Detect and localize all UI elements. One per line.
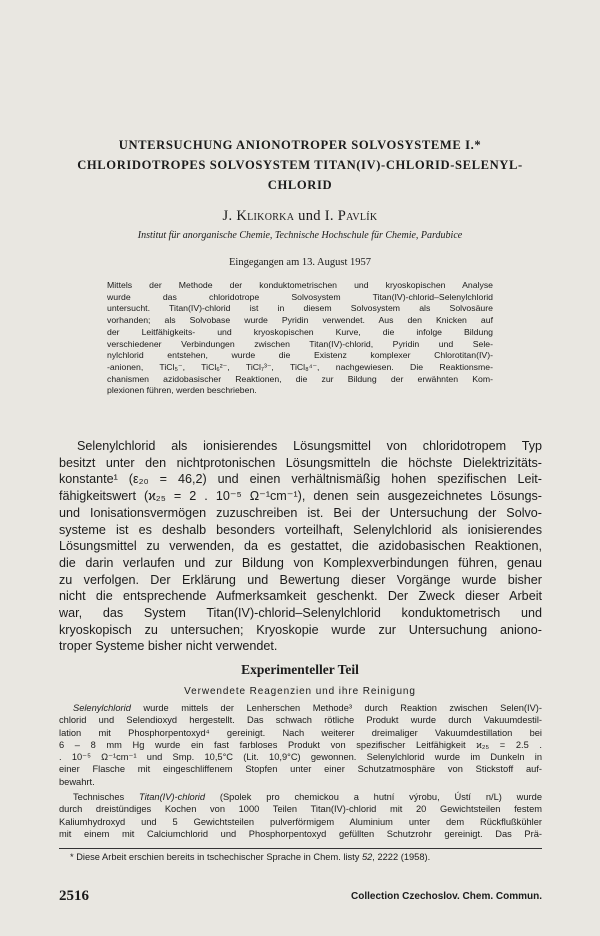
paragraph-line: mit einem mit Calciumchlorid und Phosphorpentoxyd gefüllten Schutzrohr gereinigt. Das Prä- <box>59 828 542 839</box>
intro-line: zu verfolgen. Der Erklärung und Bewertung dieser Vorgänge wurde bisher <box>59 572 542 587</box>
abstract-line: plexionen führen, werden beschrieben. <box>107 385 257 396</box>
paragraph-line <box>59 791 542 803</box>
author-1-initial: J. <box>222 208 233 224</box>
intro-line: fähigkeitswert (ϰ₂₅ = 2 . 10⁻⁵ Ω⁻¹cm⁻¹), denen sein ausgezeichnetes Lösungs- <box>59 489 542 504</box>
abstract-line: wurde das chloridotrope Solvosystem Titan(IV)-chlorid–Selenylchlorid <box>107 291 493 302</box>
abstract-line: verschiedener Verbindungen zwischen Titan(IV)-chlorid, Pyridin und Sele- <box>107 338 493 349</box>
received-date: Eingegangen am 13. August 1957 <box>228 257 372 268</box>
institute: Institut für anorganische Chemie, Technische Hochschule für Chemie, Pardubice <box>137 230 463 241</box>
section-heading: Experimenteller Teil <box>241 662 359 677</box>
intro-line: nicht die entsprechende Aufmerksamkeit geschenkt. Der Zweck dieser Arbeit <box>59 589 542 604</box>
paragraph-line: einer Flasche mit eingeschliffenem Stopfen unter einer Schutzatmosphäre von Stickstoff auf- <box>59 764 542 775</box>
authors <box>0 208 600 225</box>
paragraph-lead-term: Selenylchlorid <box>73 703 131 713</box>
paragraph-lead-term: Titan(IV)-chlorid <box>138 792 206 802</box>
abstract-line: der Leitfähigkeits- und kryoskopischen Kurve, die infolge Bildung <box>107 326 493 337</box>
page-number: 2516 <box>59 888 89 904</box>
author-2-initial: I. <box>324 208 334 224</box>
paragraph-line: chlorid und Selendioxyd hergestellt. Das schwach rötliche Produkt wurde durch Vakuumdestil- <box>59 715 542 726</box>
article-title <box>60 135 540 195</box>
intro-line: Lösungsmittel zu verwenden, da es gestattet, die azidobasischen Reaktionen, <box>59 539 542 554</box>
paragraph-line: lation mit Phosphorpentoxyd⁴ gereinigt. Nach weiterer dreimaliger Vakuumdestillation bei <box>59 727 542 738</box>
paragraph-line: durch dreistündiges Kochen von 1000 Teilen Titan(IV)-chlorid mit 20 Gewichtsteilen festem <box>59 804 542 815</box>
intro-line: und Ionisationsvermögen zuzuschreiben ist. Bei der Untersuchung der Solvo- <box>59 505 542 520</box>
intro-line: systeme ist es deshalb besonders vorteilhaft, Selenylchlorid als ionisierendes <box>59 522 542 537</box>
introduction <box>59 438 542 655</box>
abstract-line: untersucht. Titan(IV)-chlorid ist in diesem Solvosystem als Solvosäure <box>107 303 493 314</box>
paragraph-line: . 10⁻⁵ Ω⁻¹cm⁻¹ und Smp. 10,5°C (Lit. 10,9°C) gewonnen. Selenylchlorid wurde im Dunkeln in <box>59 752 542 763</box>
footnote-citation: , 2222 (1958). <box>372 852 431 862</box>
paragraph-lead-text: wurde mittels der Lenherschen Methode³ durch Reaktion zwischen Selen(IV)- <box>130 703 542 713</box>
footnote <box>70 852 540 862</box>
intro-line: Selenylchlorid als ionisierendes Lösungsmittel von chloridotropem Typ <box>77 439 542 453</box>
abstract-line: Mittels der Methode der konduktometrischen und kryoskopischen Analyse <box>107 280 493 290</box>
paragraph-lead-text: (Spolek pro chemickou a hutní výrobu, Ústí n/L) wurde <box>205 792 542 802</box>
abstract-line: -anionen, TiCl₅⁻, TiCl₆²⁻, TiCl₇³⁻, TiCl₈⁴⁻, nachgewiesen. Die Reaktionsme- <box>107 361 493 372</box>
footnote-volume: 52 <box>361 852 373 862</box>
intro-line: konstante¹ (ε₂₀ = 46,2) und einen verhältnismäßig hohen spezifischen Leit- <box>59 472 542 487</box>
paragraph-titanchlorid <box>59 791 542 840</box>
author-1-name: Klikorka <box>236 208 295 224</box>
abstract <box>107 280 493 397</box>
title-line-2: CHLORIDOTROPES SOLVOSYSTEM TITAN(IV)-CHLORID-SELENYL- <box>77 158 523 172</box>
intro-line: die darin verlaufen und zur Bildung von Komplexverbindungen führen, genau <box>59 555 542 570</box>
intro-line: kryoskopisch zu untersuchen; Kryoskopie wurde zur Untersuchung aniono- <box>59 622 542 637</box>
journal-name: Collection Czechoslov. Chem. Commun. <box>351 891 542 902</box>
abstract-line: nylchlorid entstehen, wurde die Existenz komplexer Chlorotitan(IV)- <box>107 350 493 361</box>
intro-line: troper Systeme bisher nicht verwendet. <box>59 639 278 654</box>
intro-line: besitzt unter den nichtprotonischen Lösungsmitteln die höchste Dielektrizitäts- <box>59 455 542 470</box>
author-connector: und <box>298 208 321 224</box>
abstract-line: chanismen azidobasischer Reaktionen, die zur Bildung der erwähnten Kom- <box>107 373 493 384</box>
subsection-heading: Verwendete Reagenzien und ihre Reinigung <box>184 686 416 697</box>
intro-line: war, das System Titan(IV)-chlorid–Selenylchlorid konduktometrisch und <box>59 606 542 621</box>
author-2-name: Pavlík <box>337 208 378 224</box>
abstract-line: vorhanden; als Solvobase wurde Pyridin verwendet. Aus den Knicken auf <box>107 315 493 326</box>
footnote-text: * Diese Arbeit erschien bereits in tschechischer Sprache in Chem. listy <box>70 852 362 862</box>
footnote-divider <box>59 848 542 849</box>
paragraph-line <box>59 702 542 714</box>
paragraph-selenylchlorid <box>59 702 542 788</box>
title-line-3: CHLORID <box>267 178 333 192</box>
paragraph-line: 6 – 8 mm Hg wurde ein fast farbloses Produkt von spezifischer Leitfähigkeit ϰ₂₅ = 2.5 . <box>59 739 542 750</box>
title-line-1: UNTERSUCHUNG ANIONOTROPER SOLVOSYSTEME I.* <box>118 138 482 152</box>
paragraph-line: bewahrt. <box>59 776 95 787</box>
paragraph-lead-prefix: Technisches <box>73 792 139 802</box>
paragraph-line: Kaliumhydroxyd und 5 Gewichtsteilen pulverförmigem Aluminium unter dem Rückflußkühler <box>59 816 542 827</box>
